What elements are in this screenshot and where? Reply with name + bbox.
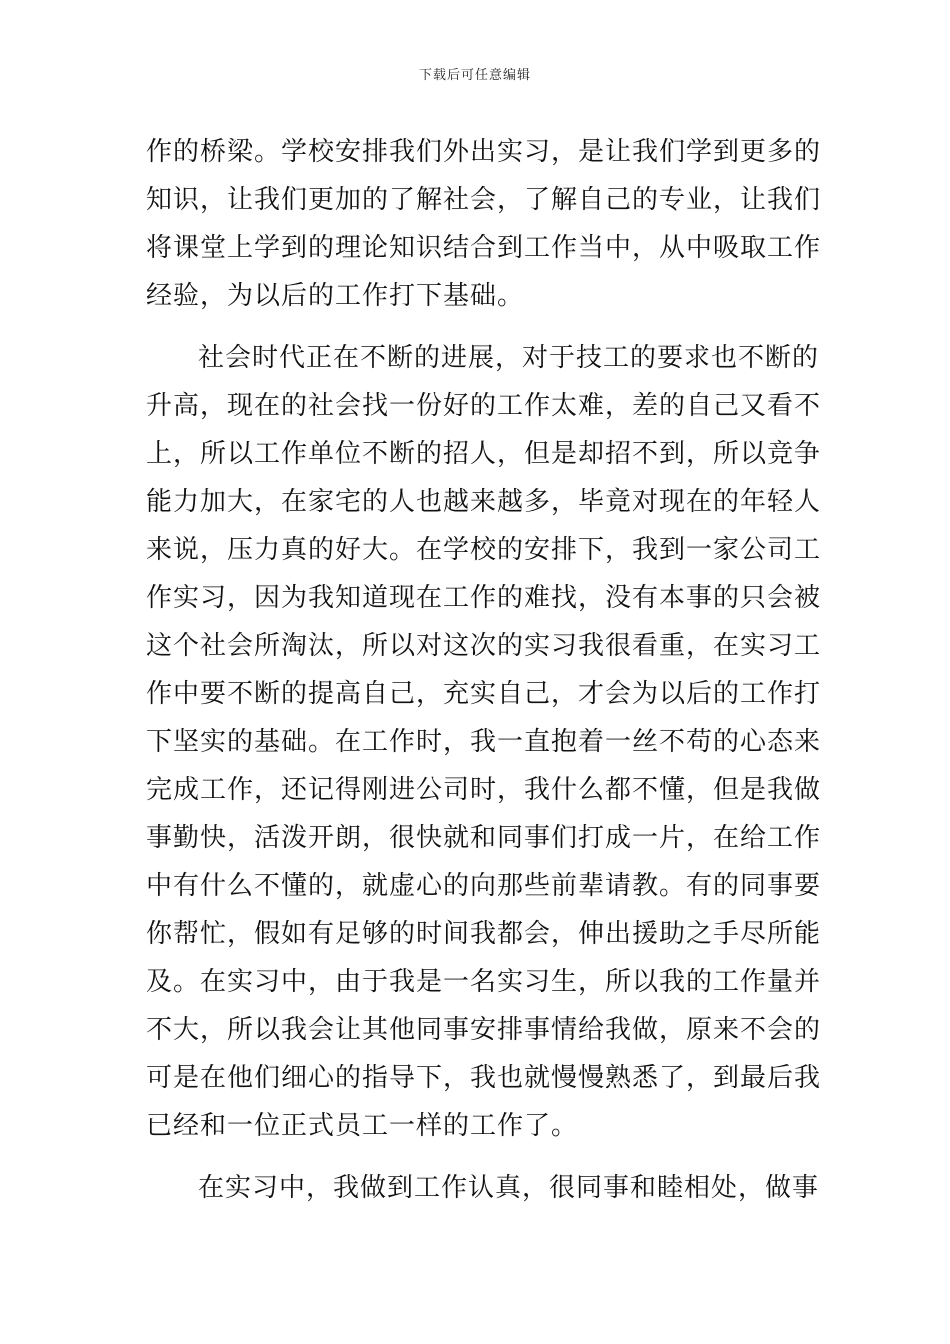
text-line: 下坚实的基础。在工作时，我一直抱着一丝不苟的心态来 [146, 727, 822, 757]
text-line: 中有什么不懂的，就虚心的向那些前辈请教。有的同事要 [146, 871, 822, 901]
text-line: 知识，让我们更加的了解社会，了解自己的专业，让我们 [146, 185, 822, 215]
text-line: 作实习，因为我知道现在工作的难找，没有本事的只会被 [146, 583, 822, 613]
text-line: 及。在实习中，由于我是一名实习生，所以我的工作量并 [146, 967, 822, 997]
text-line: 作中要不断的提高自己，充实自己，才会为以后的工作打 [146, 679, 822, 709]
paragraph-gap [146, 320, 806, 334]
page-header: 下载后可任意编辑 [418, 68, 531, 83]
text-line: 升高，现在的社会找一份好的工作太难，差的自己又看不 [146, 391, 822, 421]
text-line: 作的桥梁。学校安排我们外出实习，是让我们学到更多的 [146, 137, 822, 167]
document-body [146, 128, 822, 1212]
paragraph [146, 334, 822, 1150]
text-line: 经验，为以后的工作打下基础。 [146, 281, 525, 311]
text-line: 将课堂上学到的理论知识结合到工作当中，从中吸取工作 [146, 233, 822, 263]
text-line: 上，所以工作单位不断的招人，但是却招不到，所以竞争 [146, 439, 822, 469]
paragraph [146, 1164, 820, 1212]
text-line: 能力加大，在家宅的人也越来越多，毕竟对现在的年轻人 [146, 487, 822, 517]
paragraph-gap [146, 1150, 806, 1164]
text-line: 社会时代正在不断的进展，对于技工的要求也不断的 [198, 343, 820, 373]
text-line: 不大，所以我会让其他同事安排事情给我做，原来不会的 [146, 1015, 822, 1045]
text-line: 已经和一位正式员工一样的工作了。 [146, 1111, 579, 1141]
text-line: 在实习中，我做到工作认真，很同事和睦相处，做事 [198, 1173, 820, 1203]
text-line: 你帮忙，假如有足够的时间我都会，伸出援助之手尽所能 [146, 919, 822, 949]
text-line: 事勤快，活泼开朗，很快就和同事们打成一片，在给工作 [146, 823, 822, 853]
text-line: 来说，压力真的好大。在学校的安排下，我到一家公司工 [146, 535, 822, 565]
paragraph [146, 128, 822, 320]
text-line: 可是在他们细心的指导下，我也就慢慢熟悉了，到最后我 [146, 1063, 822, 1093]
text-line: 完成工作，还记得刚进公司时，我什么都不懂，但是我做 [146, 775, 822, 805]
text-line: 这个社会所淘汰，所以对这次的实习我很看重，在实习工 [146, 631, 822, 661]
